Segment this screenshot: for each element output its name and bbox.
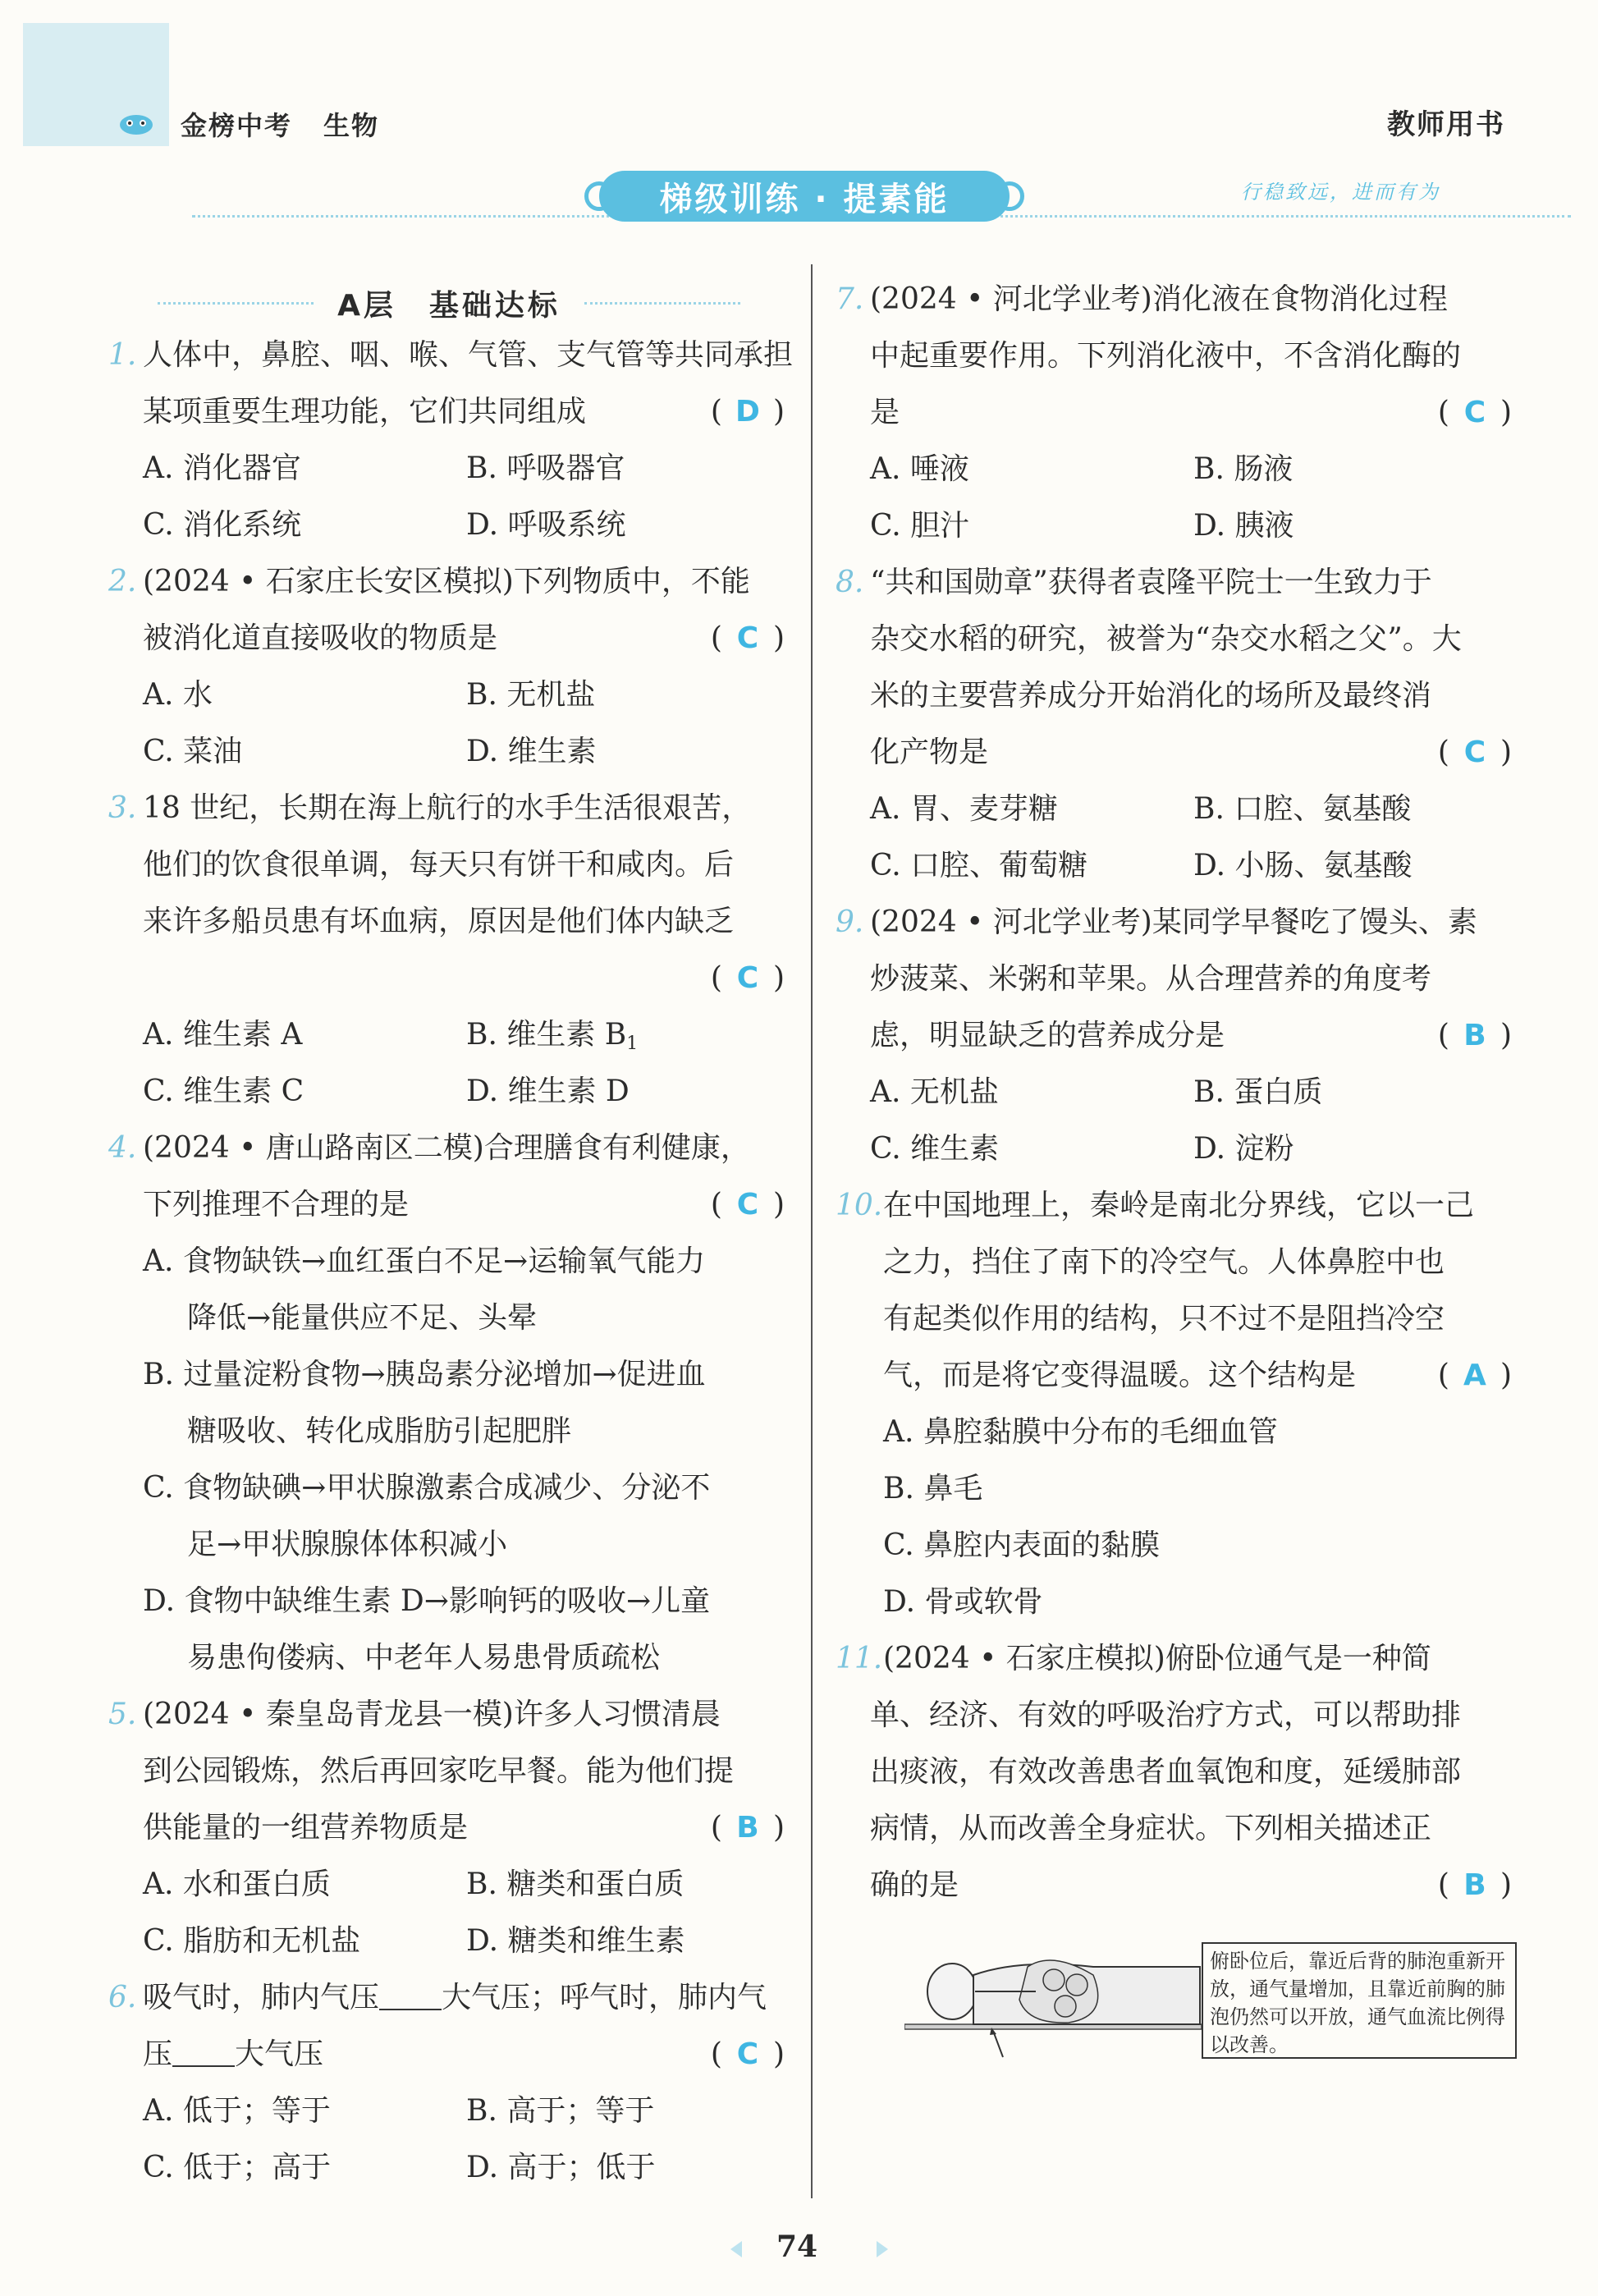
option xyxy=(466,1006,790,1063)
answer-letter: C xyxy=(736,961,759,995)
question-text: 米的主要营养成分开始消化的场所及最终消 xyxy=(870,679,1432,713)
question-text: 虑，明显缺乏的营养成分是 xyxy=(870,1019,1225,1052)
question-1 xyxy=(108,327,794,553)
answer-letter: B xyxy=(1463,1019,1486,1052)
option: C. 口腔、葡萄糖 xyxy=(870,849,1088,882)
question-line xyxy=(836,1744,1517,1800)
question-number: 2. xyxy=(108,565,137,598)
options-row xyxy=(108,1006,790,1063)
options-row xyxy=(836,497,1517,554)
option: B. 蛋白质 xyxy=(1193,1075,1323,1109)
subscript: 1 xyxy=(626,1033,639,1054)
option: B. 鼻毛 xyxy=(883,1472,983,1505)
option: A. 鼻腔黏膜中分布的毛细血管 xyxy=(883,1415,1278,1449)
option: C. 菜油 xyxy=(143,735,243,768)
answer-letter: C xyxy=(736,2037,759,2071)
option: B. 口腔、氨基酸 xyxy=(1193,792,1412,826)
question-text: 之力，挡住了南下的冷空气。人体鼻腔中也 xyxy=(883,1245,1445,1279)
question-line xyxy=(836,1290,1517,1347)
option: B. 高于；等于 xyxy=(466,2094,655,2128)
question-text: 单、经济、有效的呼吸治疗方式，可以帮助排 xyxy=(870,1698,1462,1732)
options-row xyxy=(108,497,790,553)
option-text: B. 维生素 B xyxy=(466,1018,627,1052)
question-3 xyxy=(108,780,790,1120)
question-line xyxy=(108,2026,790,2083)
question-text: 压 xyxy=(143,2037,173,2071)
page-number: 74 xyxy=(776,2230,818,2264)
options-row xyxy=(108,667,790,723)
options-row xyxy=(108,2083,790,2139)
question-text: (2024 • 石家庄长安区模拟)下列物质中，不能 xyxy=(143,565,750,598)
option: B. 呼吸器官 xyxy=(466,451,625,485)
question-number: 4. xyxy=(108,1131,137,1165)
answer-letter: C xyxy=(1463,396,1486,429)
question-10 xyxy=(836,1177,1517,1630)
question-9 xyxy=(836,894,1517,1177)
answer-bracket: ( C ) xyxy=(711,1176,785,1233)
left-column xyxy=(108,271,794,2196)
header-brand xyxy=(181,105,379,143)
option: A. 消化器官 xyxy=(143,451,301,485)
question-text: 大气压 xyxy=(235,2037,324,2071)
options-row xyxy=(836,1121,1517,1177)
option: A. 维生素 A xyxy=(143,1018,303,1052)
option: A. 胃、麦芽糖 xyxy=(870,792,1058,826)
answer-letter: B xyxy=(1463,1868,1486,1902)
question-text: 被消化道直接吸收的物质是 xyxy=(143,621,498,655)
option: A. 水 xyxy=(143,678,213,712)
fill-blank[interactable] xyxy=(379,1981,442,2010)
prone-ventilation-figure xyxy=(904,1942,1518,2060)
question-text: 某项重要生理功能，它们共同组成 xyxy=(143,395,587,428)
question-text: 确的是 xyxy=(870,1868,959,1902)
question-line xyxy=(108,836,790,893)
question-line xyxy=(108,1743,790,1799)
question-line xyxy=(108,610,790,667)
prone-patient-illustration xyxy=(904,1942,1202,2060)
option: A. 无机盐 xyxy=(870,1075,999,1109)
question-text: 化产物是 xyxy=(870,736,989,769)
answer-bracket: ( A ) xyxy=(1438,1347,1512,1404)
option: B. 无机盐 xyxy=(466,678,596,712)
option: D. 骨或软骨 xyxy=(883,1585,1043,1619)
question-line xyxy=(836,667,1517,724)
option: D. 糖类和维生素 xyxy=(466,1924,685,1958)
options-row xyxy=(108,440,790,497)
option: C. 鼻腔内表面的黏膜 xyxy=(883,1528,1161,1562)
question-text: (2024 • 石家庄模拟)俯卧位通气是一种简 xyxy=(883,1642,1431,1675)
question-text: (2024 • 河北学业考)某同学早餐吃了馒头、素 xyxy=(870,905,1477,939)
options-row xyxy=(836,1064,1517,1121)
option: D. 高于；低于 xyxy=(466,2151,656,2184)
option: B. 过量淀粉食物→胰岛素分泌增加→促进血 xyxy=(143,1358,706,1391)
question-line xyxy=(836,1630,1517,1687)
option: D. 食物中缺维生素 D→影响钙的吸收→儿童 xyxy=(143,1584,711,1618)
column-divider xyxy=(811,264,813,2198)
question-line xyxy=(836,1007,1517,1064)
subject-name: 生物 xyxy=(323,110,380,141)
option: A. 唾液 xyxy=(870,452,969,486)
option: C. 维生素 xyxy=(870,1132,1000,1166)
question-line xyxy=(108,780,790,836)
option: C. 低于；高于 xyxy=(143,2151,332,2184)
question-text: 大气压；呼气时，肺内气 xyxy=(442,1981,767,2014)
question-number: 6. xyxy=(108,1981,137,2014)
answer-letter: A xyxy=(1463,1359,1486,1392)
answer-bracket: ( B ) xyxy=(711,1799,785,1856)
question-line xyxy=(108,1176,790,1233)
answer-letter: C xyxy=(1463,736,1486,769)
option: C. 胆汁 xyxy=(870,509,970,543)
question-line xyxy=(108,553,790,610)
question-line xyxy=(108,1969,790,2026)
question-line xyxy=(836,1347,1517,1404)
question-text: 是 xyxy=(870,396,900,429)
options-row xyxy=(108,2139,790,2196)
question-line xyxy=(108,893,790,950)
option-continued: 易患佝偻病、中老年人易患骨质疏松 xyxy=(187,1641,661,1675)
option: D. 小肠、氨基酸 xyxy=(1193,849,1413,882)
question-line xyxy=(836,611,1517,667)
option: C. 脂肪和无机盐 xyxy=(143,1924,361,1958)
question-text: 到公园锻炼，然后再回家吃早餐。能为他们提 xyxy=(143,1754,735,1788)
option: D. 维生素 xyxy=(466,735,597,768)
options-row xyxy=(108,1913,790,1969)
question-line xyxy=(836,724,1517,781)
section-title: A层 基础达标 xyxy=(108,271,790,327)
question-number: 7. xyxy=(836,282,864,316)
option-continued: 降低→能量供应不足、头晕 xyxy=(187,1301,538,1335)
question-line xyxy=(836,1234,1517,1290)
question-line xyxy=(836,894,1517,951)
option-continued: 糖吸收、转化成脂肪引起肥胖 xyxy=(187,1414,572,1448)
question-line xyxy=(836,1177,1517,1234)
options-row xyxy=(836,441,1517,497)
question-4 xyxy=(108,1120,790,1686)
answer-bracket: ( C ) xyxy=(711,950,785,1006)
question-line xyxy=(836,1687,1517,1744)
question-number: 8. xyxy=(836,566,864,599)
section-banner: 梯级训练 · 提素能 xyxy=(599,171,1010,222)
question-text: 他们的饮食很单调，每天只有饼干和咸肉。后 xyxy=(143,848,735,882)
answer-letter: C xyxy=(736,621,759,655)
question-text: “共和国勋章”获得者袁隆平院士一生致力于 xyxy=(870,566,1432,599)
question-number: 9. xyxy=(836,905,864,939)
option: B. 糖类和蛋白质 xyxy=(466,1868,685,1901)
question-8 xyxy=(836,554,1517,894)
option: D. 淀粉 xyxy=(1193,1132,1294,1166)
options-row xyxy=(108,1856,790,1913)
option: D. 维生素 D xyxy=(466,1075,630,1108)
question-text: 人体中，鼻腔、咽、喉、气管、支气管等共同承担 xyxy=(143,338,794,372)
motto: 行稳致远，进而有为 xyxy=(1241,181,1440,204)
right-column xyxy=(836,271,1517,1913)
question-2 xyxy=(108,553,790,780)
options-row xyxy=(836,781,1517,837)
question-line xyxy=(108,1799,790,1856)
question-text: 气，而是将它变得温暖。这个结构是 xyxy=(883,1359,1357,1392)
option: D. 胰液 xyxy=(1193,509,1294,543)
question-7 xyxy=(836,271,1517,554)
answer-letter: C xyxy=(736,1188,759,1221)
question-line xyxy=(836,1857,1517,1913)
question-line xyxy=(836,1800,1517,1857)
teacher-book-label: 教师用书 xyxy=(1387,108,1505,141)
question-6 xyxy=(108,1969,790,2196)
question-line xyxy=(836,328,1517,384)
question-text: 供能量的一组营养物质是 xyxy=(143,1811,469,1845)
answer-bracket: ( C ) xyxy=(1438,724,1512,781)
option: A. 低于；等于 xyxy=(143,2094,331,2128)
answer-bracket: ( D ) xyxy=(711,383,785,440)
question-line xyxy=(836,951,1517,1007)
question-text: 下列推理不合理的是 xyxy=(143,1188,410,1221)
question-number: 10. xyxy=(836,1189,883,1222)
question-line xyxy=(108,1120,790,1176)
question-line xyxy=(108,327,794,383)
question-text: 病情，从而改善全身症状。下列相关描述正 xyxy=(870,1812,1432,1845)
answer-bracket: ( B ) xyxy=(1438,1857,1512,1913)
question-text: 炒菠菜、米粥和苹果。从合理营养的角度考 xyxy=(870,962,1432,996)
question-text: (2024 • 秦皇岛青龙县一模)许多人习惯清晨 xyxy=(143,1698,721,1731)
question-5 xyxy=(108,1686,790,1969)
page-next-arrow-icon xyxy=(877,2241,888,2257)
option: A. 水和蛋白质 xyxy=(143,1868,331,1901)
question-line xyxy=(108,383,790,440)
figure-caption: 俯卧位后，靠近后背的肺泡重新开放，通气量增加，且靠近前胸的肺泡仍然可以开放，通气血流比例得以改善。 xyxy=(1202,1942,1517,2059)
question-text: (2024 • 河北学业考)消化液在食物消化过程 xyxy=(870,282,1448,316)
question-number: 11. xyxy=(836,1642,883,1675)
question-text: 在中国地理上，秦岭是南北分界线，它以一己 xyxy=(883,1189,1475,1222)
question-number: 1. xyxy=(108,338,137,372)
answer-bracket: ( B ) xyxy=(1438,1007,1512,1064)
question-text: 18 世纪，长期在海上航行的水手生活很艰苦， xyxy=(143,791,752,825)
answer-bracket: ( C ) xyxy=(1438,384,1512,441)
brand-name: 金榜中考 xyxy=(181,110,293,141)
answer-letter: B xyxy=(736,1811,759,1845)
options-row xyxy=(108,1063,790,1120)
question-text: 中起重要作用。下列消化液中，不含消化酶的 xyxy=(870,339,1462,373)
question-number: 3. xyxy=(108,791,137,825)
question-line xyxy=(836,554,1517,611)
question-line xyxy=(836,384,1517,441)
question-line xyxy=(108,950,790,1006)
page-prev-arrow-icon xyxy=(730,2241,742,2257)
option: D. 呼吸系统 xyxy=(466,508,626,542)
options-row xyxy=(108,723,790,780)
option: C. 食物缺碘→甲状腺激素合成减少、分泌不 xyxy=(143,1471,711,1505)
question-line xyxy=(108,1686,790,1743)
options-row xyxy=(836,837,1517,894)
option: C. 消化系统 xyxy=(143,508,302,542)
option-continued: 足→甲状腺腺体体积减小 xyxy=(187,1528,508,1561)
answer-bracket: ( C ) xyxy=(711,610,785,667)
question-line xyxy=(836,271,1517,328)
option: C. 维生素 C xyxy=(143,1075,304,1108)
option: B. 肠液 xyxy=(1193,452,1294,486)
answer-letter: D xyxy=(735,395,760,428)
answer-bracket: ( C ) xyxy=(711,2026,785,2083)
question-text: (2024 • 唐山路南区二模)合理膳食有利健康， xyxy=(143,1131,750,1165)
question-text: 杂交水稻的研究，被誉为“杂交水稻之父”。大 xyxy=(870,622,1462,656)
option: A. 食物缺铁→血红蛋白不足→运输氧气能力 xyxy=(143,1244,706,1278)
fill-blank[interactable] xyxy=(172,2037,235,2067)
question-11 xyxy=(836,1630,1517,1913)
question-number: 5. xyxy=(108,1698,137,1731)
question-text: 出痰液，有效改善患者血氧饱和度，延缓肺部 xyxy=(870,1755,1462,1789)
question-text: 吸气时，肺内气压 xyxy=(143,1981,380,2014)
question-text: 来许多船员患有坏血病，原因是他们体内缺乏 xyxy=(143,905,735,938)
owl-logo-icon xyxy=(117,110,156,136)
question-text: 有起类似作用的结构，只不过不是阻挡冷空 xyxy=(883,1302,1445,1336)
